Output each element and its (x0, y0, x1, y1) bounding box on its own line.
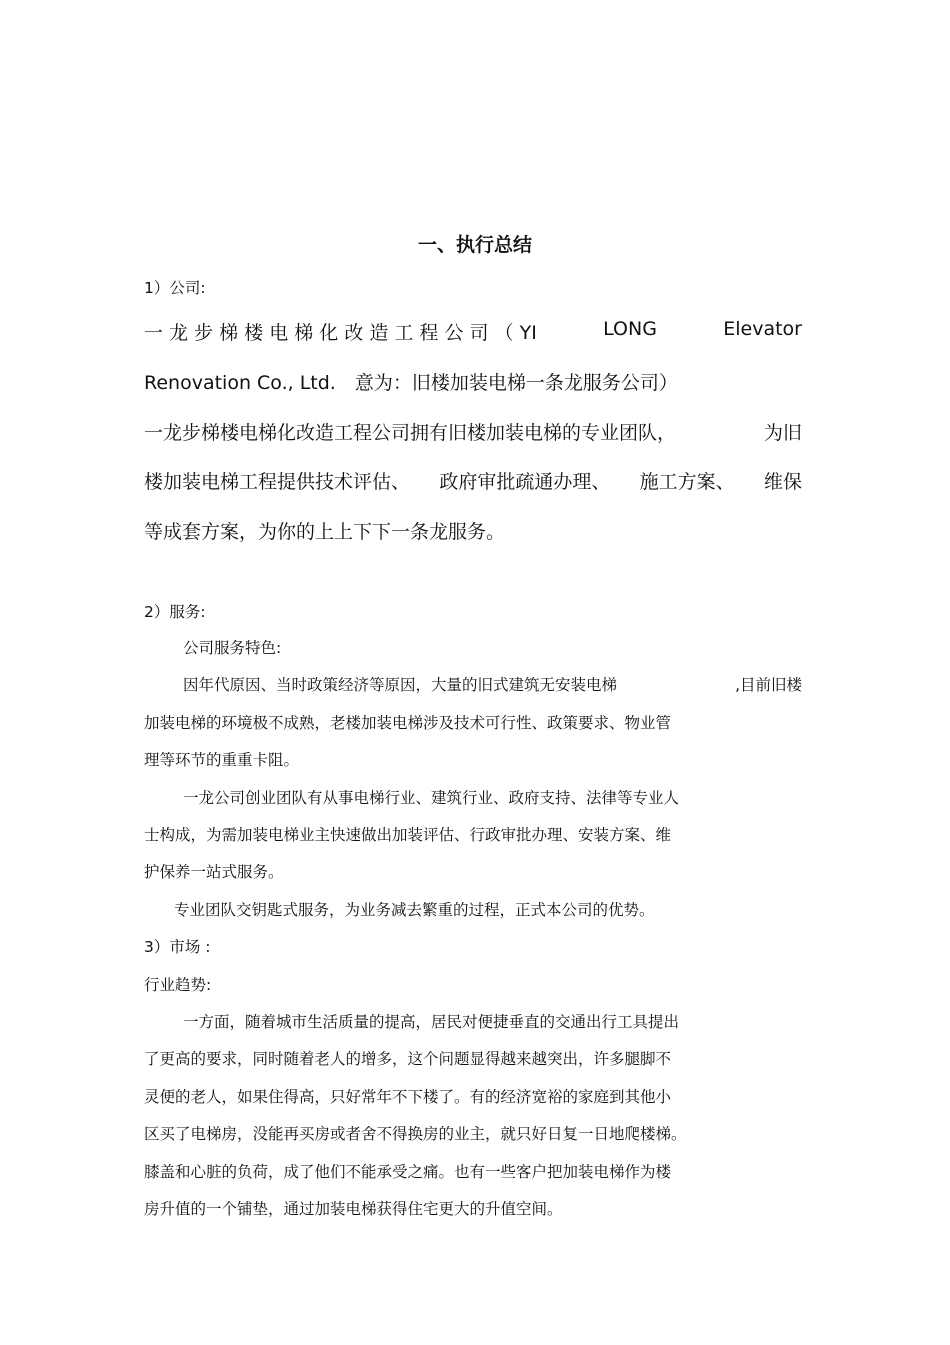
company-heading: 1）公司: (144, 279, 206, 297)
market-sub-heading: 行业趋势: (144, 976, 212, 994)
market-line: 膝盖和心脏的负荷，成了他们不能承受之痛。也有一些客户把加装电梯作为楼 (144, 1163, 672, 1181)
service-p1-line-3: 理等环节的重重卡阻。 (144, 751, 300, 769)
company-desc-line-1: 一龙步梯楼电梯化改造工程公司拥有旧楼加装电梯的专业团队， 为旧 (144, 422, 802, 444)
service-p2-line-2: 士构成，为需加装电梯业主快速做出加装评估、行政审批办理、安装方案、维 (144, 826, 672, 844)
service-p1-line-1: 因年代原因、当时政策经济等原因，大量的旧式建筑无安装电梯 ,目前旧楼 (183, 676, 802, 694)
market-line: 区买了电梯房，没能再买房或者舍不得换房的业主，就只好日复一日地爬楼梯。 (144, 1125, 687, 1143)
service-sub-heading: 公司服务特色: (183, 639, 282, 657)
market-line: 灵便的老人，如果住得高，只好常年不下楼了。有的经济宽裕的家庭到其他小 (144, 1088, 672, 1106)
market-line: 房升值的一个铺垫，通过加装电梯获得住宅更大的升值空间。 (144, 1200, 563, 1218)
service-p2-line-1: 一龙公司创业团队有从事电梯行业、建筑行业、政府支持、法律等专业人 (183, 789, 680, 807)
company-desc-line-2: 楼加装电梯工程提供技术评估、 政府审批疏通办理、 施工方案、 维保 (144, 471, 802, 493)
service-p3-line-1: 专业团队交钥匙式服务，为业务减去繁重的过程，正式本公司的优势。 (174, 901, 655, 919)
section-title: 一、执行总结 (417, 234, 532, 256)
market-line: 了更高的要求，同时随着老人的增多，这个问题显得越来越突出，许多腿脚不 (144, 1050, 672, 1068)
company-name-line-1: 一 龙 步 梯 楼 电 梯 化 改 造 工 程 公 司 （ YI LONG Elevator (144, 318, 802, 344)
market-heading: 3）市场 : (144, 938, 211, 956)
market-line: 一方面，随着城市生活质量的提高，居民对便捷垂直的交通出行工具提出 (183, 1013, 680, 1031)
service-heading: 2）服务: (144, 603, 206, 621)
company-name-line-2: Renovation Co., Ltd. 意为：旧楼加装电梯一条龙服务公司） (144, 372, 678, 394)
service-p1-line-2: 加装电梯的环境极不成熟，老楼加装电梯涉及技术可行性、政策要求、物业管 (144, 714, 672, 732)
company-desc-line-3: 等成套方案，为你的上上下下一条龙服务。 (144, 521, 506, 543)
service-p2-line-3: 护保养一站式服务。 (144, 863, 284, 881)
